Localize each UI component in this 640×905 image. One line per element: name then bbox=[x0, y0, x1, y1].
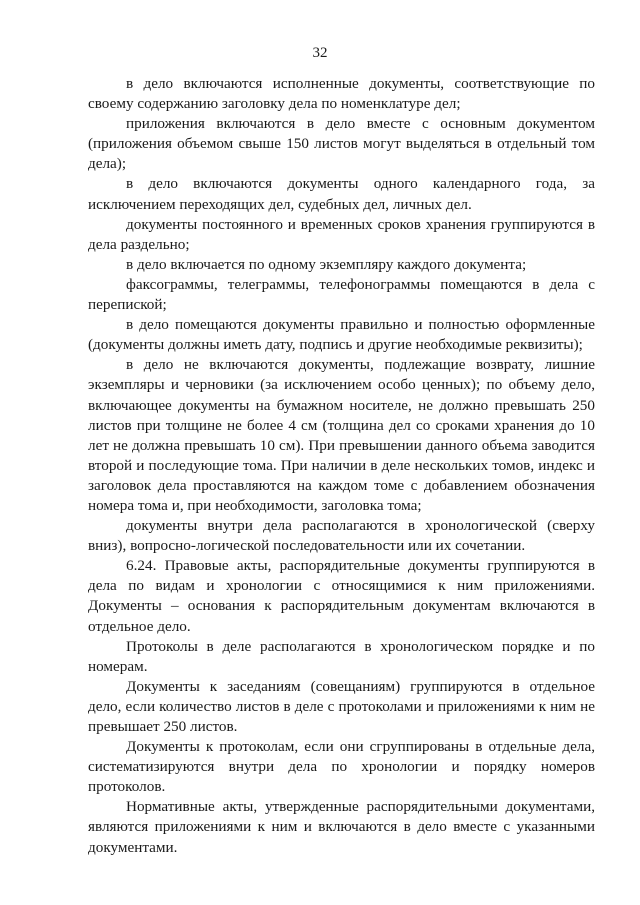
paragraph: Протоколы в деле располагаются в хронологическом порядке и по номерам. bbox=[88, 637, 595, 675]
paragraph: в дело включаются исполненные документы, соответствующие по своему содержанию заголовку дела по номенклатуре дел; bbox=[88, 75, 595, 113]
paragraph: документы внутри дела располагаются в хронологической (сверху вниз), вопросно-логической последовательности или их сочетании. bbox=[88, 517, 595, 555]
paragraph: документы постоянного и временных сроков хранения группируются в дела раздельно; bbox=[88, 215, 595, 253]
paragraph: в дело не включаются документы, подлежащие возврату, лишние экземпляры и черновики (за исключением особо ценных); по объему дело, включающее документы на бумажном носителе, не должно превышать 250 листов при толщине не более 4 см (толщина дел со сроками хранения до 10 лет не должна превышать 10 см). При превышении данного объема заводится второй и последующие тома. При наличии в деле нескольких томов, индекс и заголовок дела проставляются на каждом томе с добавлением обозначения номера тома и, при необходимости, заголовка тома; bbox=[88, 356, 595, 514]
paragraph: в дело помещаются документы правильно и полностью оформленные (документы должны иметь дату, подпись и другие необходимые реквизиты); bbox=[88, 316, 595, 354]
paragraph: Документы к протоколам, если они сгруппированы в отдельные дела, систематизируются внутри дела по хронологии и порядку номеров протоколов. bbox=[88, 738, 595, 796]
section-6-24-paragraph: 6.24. Правовые акты, распорядительные документы группируются в дела по видам и хронологии с относящимися к ним приложениями. Документы – основания к распорядительным документам включаются в отдельное дело. bbox=[88, 557, 595, 635]
page-number: 32 bbox=[312, 45, 328, 61]
paragraph: факсограммы, телеграммы, телефонограммы помещаются в дела с перепиской; bbox=[88, 275, 595, 314]
paragraph: в дело включаются документы одного календарного года, за исключением переходящих дел, судебных дел, личных дел. bbox=[88, 175, 595, 213]
paragraph: приложения включаются в дело вместе с основным документом (приложения объемом свыше 150 листов могут выделяться в отдельный том дела); bbox=[88, 115, 595, 173]
paragraph: в дело включается по одному экземпляру каждого документа; bbox=[126, 255, 527, 273]
document-body bbox=[88, 74, 595, 858]
paragraph: Документы к заседаниям (совещаниям) группируются в отдельное дело, если количество листов в деле с протоколами и приложениями к ним не превышает 250 листов. bbox=[88, 677, 595, 735]
paragraph: Нормативные акты, утвержденные распорядительными документами, являются приложениями к ним и включаются в дело вместе с указанными документами. bbox=[88, 798, 595, 856]
